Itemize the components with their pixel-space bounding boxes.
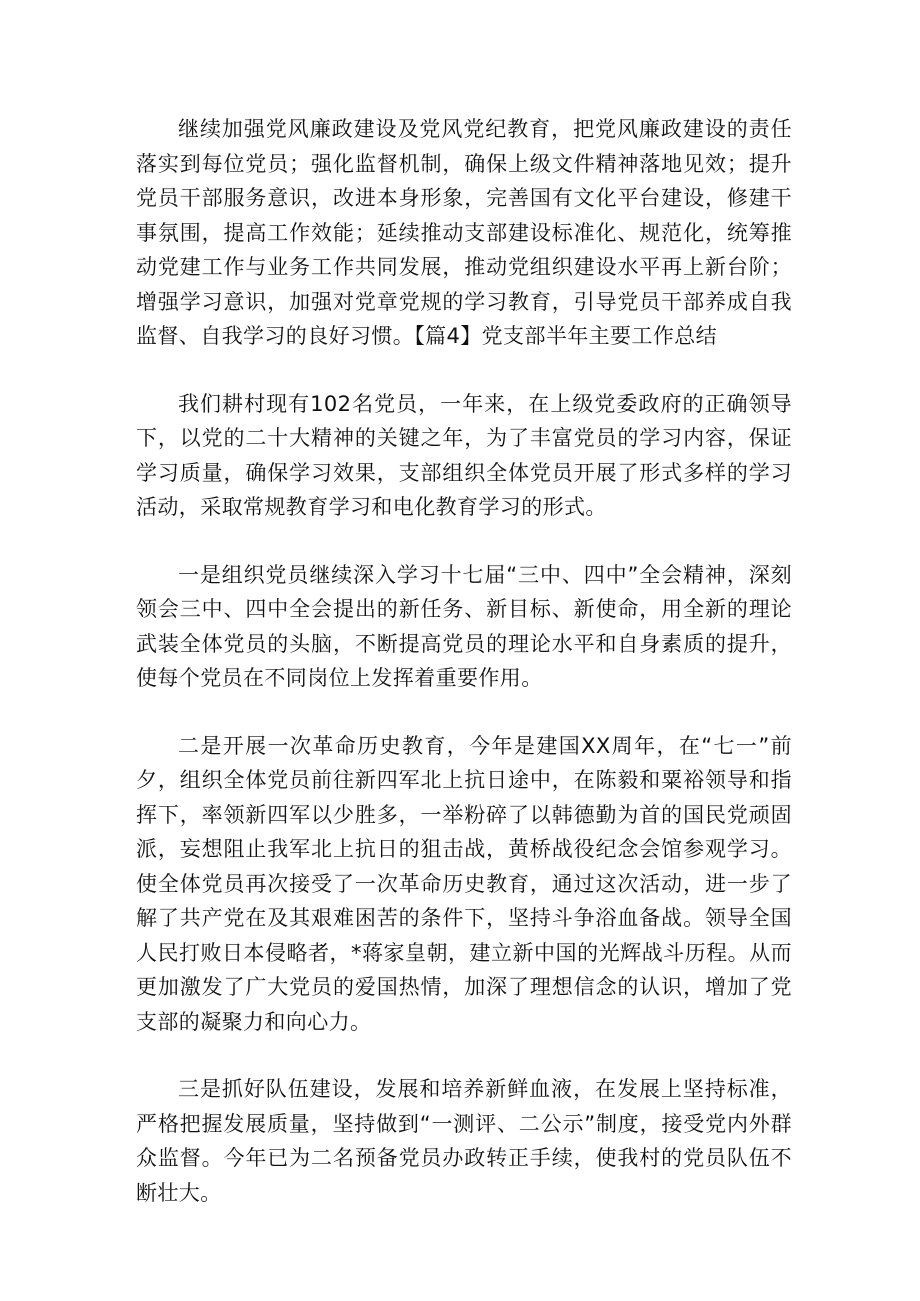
paragraph-intro: 我们耕村现有102名党员，一年来，在上级党委政府的正确领导下，以党的二十大精神的关键之年，为了丰富党员的学习内容，保证学习质量，确保学习效果，支部组织全体党员开展了形式多样的学习活动，采取常规教育学习和电化教育学习的形式。 (136, 391, 792, 519)
paragraph-study-plenary: 一是组织党员继续深入学习十七届“三中、四中”全会精神，深刻领会三中、四中全会提出的新任务、新目标、新使命，用全新的理论武装全体党员的头脑，不断提高党员的理论水平和自身素质的提升，使每个党员在不同岗位上发挥着重要作用。 (136, 562, 792, 690)
paragraph-revolution-history: 二是开展一次革命历史教育，今年是建国XX周年，在“七一”前夕，组织全体党员前往新四军北上抗日途中，在陈毅和粟裕领导和指挥下，率领新四军以少胜多，一举粉碎了以韩德勤为首的国民党顽固派，妄想阻止我军北上抗日的狙击战，黄桥战役纪念会馆参观学习。使全体党员再次接受了一次革命历史教育，通过这次活动，进一步了解了共产党在及其艰难困苦的条件下，坚持斗争浴血备战。领导全国人民打败日本侵略者，*蒋家皇朝，建立新中国的光辉战斗历程。从而更加激发了广大党员的爱国热情，加深了理想信念的认识，增加了党支部的凝聚力和向心力。 (136, 733, 792, 1034)
paragraph-team-building: 三是抓好队伍建设，发展和培养新鲜血液，在发展上坚持标准，严格把握发展质量，坚持做到“一测评、二公示”制度，接受党内外群众监督。今年已为二名预备党员办政转正手续，使我村的党员队伍不断壮大。 (136, 1077, 792, 1205)
document-page (136, 112, 792, 1243)
paragraph-party-conduct: 继续加强党风廉政建设及党风党纪教育，把党风廉政建设的责任落实到每位党员；强化监督机制，确保上级文件精神落地见效；提升党员干部服务意识，改进本身形象，完善国有文化平台建设，修建干事氛围，提高工作效能；延续推动支部建设标准化、规范化，统筹推动党建工作与业务工作共同发展，推动党组织建设水平再上新台阶；增强学习意识，加强对党章党规的学习教育，引导党员干部养成自我监督、自我学习的良好习惯。【篇4】党支部半年主要工作总结 (136, 117, 792, 348)
